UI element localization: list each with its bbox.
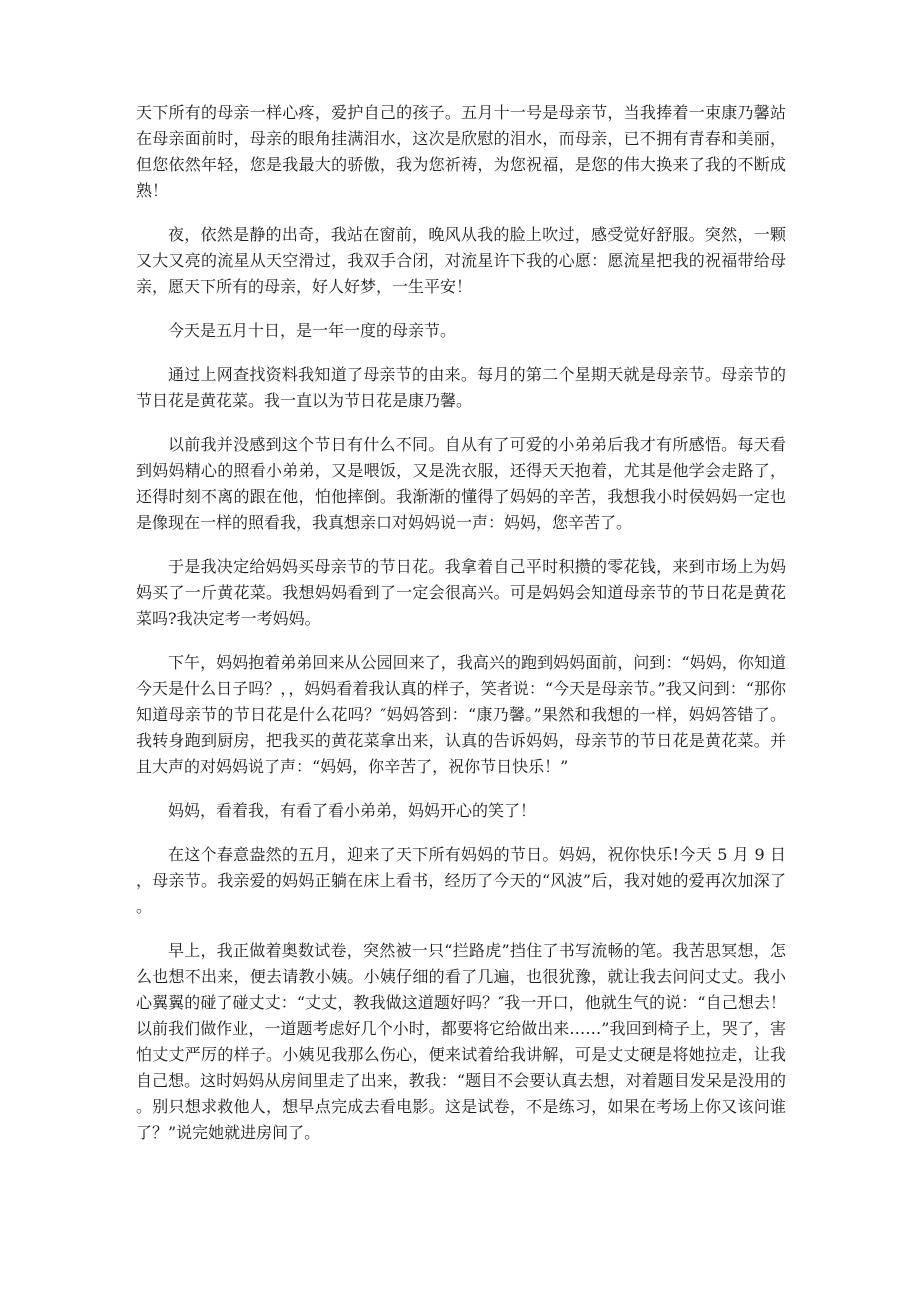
paragraph-8: 妈妈，看着我，有看了看小弟弟，妈妈开心的笑了！ <box>168 801 537 820</box>
paragraph-10: 早上，我正做着奥数试卷，突然被一只“拦路虎”挡住了书写流畅的笔。我苦思冥想，怎么也想不出来，便去请教小姨。小姨仔细的看了几遍，也很犹豫，就让我去问问丈丈。我小心翼翼的碰了碰丈丈：“丈丈，教我做这道题好吗？″我一开口，他就生气的说：“自己想去！以前我们做作业，一道题考虑好几个小时，都要将它给做出来……”我回到椅子上，哭了，害怕丈丈严厉的样子。小姨见我那么伤心，便来试着给我讲解，可是丈丈硬是将她拉走，让我自己想。这时妈妈从房间里走了出来，教我：“题目不会要认真去想，对着题目发呆是没用的。别只想求救他人，想早点完成去看电影。这是试卷，不是练习，如果在考场上你又该问谁了？”说完她就进房间了。 <box>136 941 786 1142</box>
paragraph-3: 今天是五月十日，是一年一度的母亲节。 <box>168 321 457 340</box>
paragraph-1: 天下所有的母亲一样心疼，爱护自己的孩子。五月十一号是母亲节，当我捧着一束康乃馨站在母亲面前时，母亲的眼角挂满泪水，这次是欣慰的泪水，而母亲，已不拥有青春和美丽，但您依然年轻，您是我最大的骄傲，我为您祈祷，为您祝福，是您的伟大换来了我的不断成熟！ <box>136 103 786 200</box>
paragraph-2: 夜，依然是静的出奇，我站在窗前，晚风从我的脸上吹过，感受觉好舒服。突然，一颗又大又亮的流星从天空滑过，我双手合闭，对流星许下我的心愿：愿流星把我的祝福带给母亲，愿天下所有的母亲，好人好梦，一生平安！ <box>136 225 786 296</box>
document-body <box>136 100 786 1164</box>
paragraph-6: 于是我决定给妈妈买母亲节的节日花。我拿着自己平时积攒的零花钱，来到市场上为妈妈买了一斤黄花菜。我想妈妈看到了一定会很高兴。可是妈妈会知道母亲节的节日花是黄花菜吗?我决定考一考妈妈。 <box>136 557 786 628</box>
paragraph-5: 以前我并没感到这个节日有什么不同。自从有了可爱的小弟弟后我才有所感悟。每天看到妈妈精心的照看小弟弟，又是喂饭，又是洗衣服，还得天天抱着，尤其是他学会走路了，还得时刻不离的跟在他，怕他摔倒。我渐渐的懂得了妈妈的辛苦，我想我小时侯妈妈一定也是像现在一样的照看我，我真想亲口对妈妈说一声：妈妈，您辛苦了。 <box>136 435 786 532</box>
paragraph-9: 在这个春意盎然的五月，迎来了天下所有妈妈的节日。妈妈，祝你快乐!今天 5 月 9 日，母亲节。我亲爱的妈妈正躺在床上看书，经历了今天的“风波”后，我对她的爱再次加深了。 <box>136 845 786 916</box>
paragraph-4: 通过上网查找资料我知道了母亲节的由来。每月的第二个星期天就是母亲节。母亲节的节日花是黄花菜。我一直以为节日花是康乃馨。 <box>136 365 786 410</box>
paragraph-7: 下午，妈妈抱着弟弟回来从公园回来了，我高兴的跑到妈妈面前，问到：“妈妈，你知道今天是什么日子吗？，，妈妈看着我认真的样子，笑者说：“今天是母亲节。”我又问到：“那你知道母亲节的节日花是什么花吗？″妈妈答到：“康乃馨。”果然和我想的一样，妈妈答错了。我转身跑到厨房，把我买的黄花菜拿出来，认真的告诉妈妈，母亲节的节日花是黄花菜。并且大声的对妈妈说了声：“妈妈，你辛苦了，祝你节日快乐！” <box>136 653 786 776</box>
